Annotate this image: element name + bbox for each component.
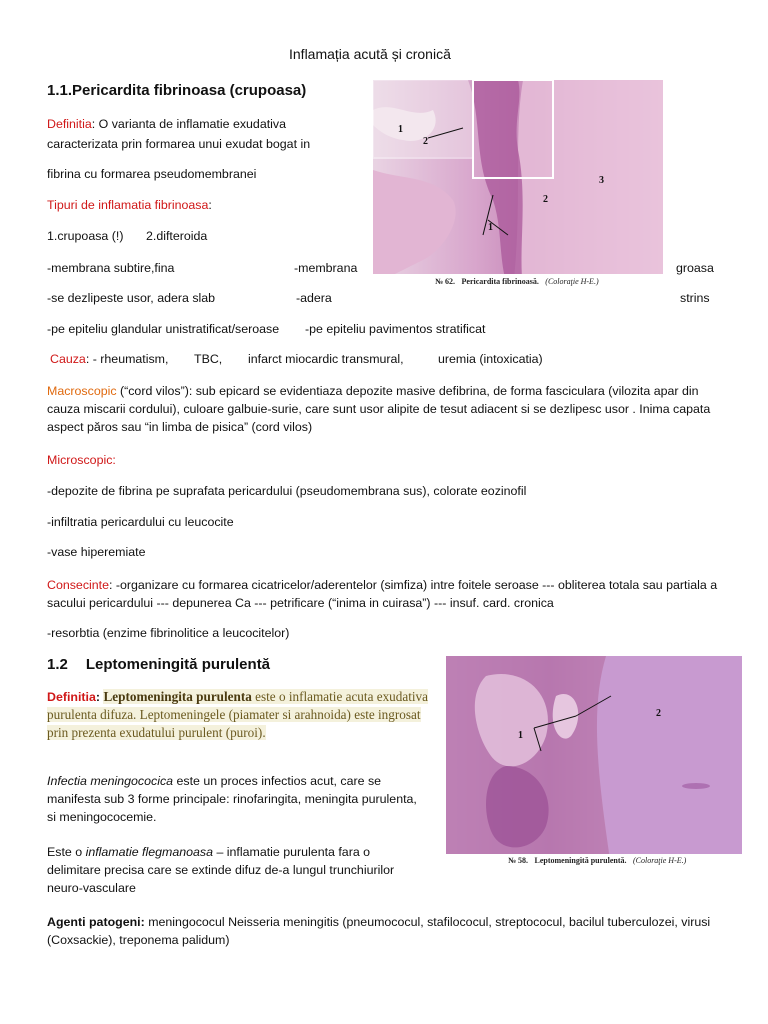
microscopic-label: Microscopic: xyxy=(47,453,116,467)
section-title: Leptomeningită purulentă xyxy=(85,656,271,673)
definition-colon: : xyxy=(95,690,101,704)
leptomeningitis-micrograph-svg xyxy=(446,656,742,866)
infection-paragraph xyxy=(47,772,422,826)
cause-item: infarct miocardic transmural, xyxy=(248,352,404,366)
caption-title: Pericardita fibrinoasă. xyxy=(461,277,539,286)
consequences-paragraph xyxy=(47,576,737,612)
definition-text: este o inflamatie acuta exudativa purulenta difuza. Leptomeningele (piamater si arahnoida) este ingrosat prin prezenta exudatului purulent (puroi). xyxy=(47,689,428,740)
figure-label: 2 xyxy=(423,136,428,147)
definition-line-2: caracterizata prin formarea unui exudat bogat in xyxy=(47,137,311,151)
compare-row-3-left: -pe epiteliu glandular unistratificat/seroase xyxy=(47,322,280,336)
section-heading-pericardita: 1.1.Pericardita fibrinoasa (crupoasa) xyxy=(47,82,307,99)
macroscopic-text: (“cord vilos”): sub epicard se evidentiaza depozite masive defibrina, de forma fasciculara (vilozita apar din cauza miscarii cordului), culoare galbuie-surie, care sunt usor alipite de tesut adiacent si se dezlipesc usor . Inima capata aspect păros sau “in limba de pisica” (cord vilos) xyxy=(47,384,711,434)
compare-row-1-mid: -membrana xyxy=(294,261,358,275)
myocardium-region xyxy=(513,80,663,288)
cause-line xyxy=(50,352,168,366)
pericarditis-micrograph-svg xyxy=(373,80,663,288)
microscopic-item: -depozite de fibrina pe suprafata pericardului (pseudomembrana sus), colorate eozinofil xyxy=(47,484,527,498)
resorption-line: -resorbtia (enzime fibrinolitice a leucocitelor) xyxy=(47,626,290,640)
infection-term: Infectia meningococica xyxy=(47,774,174,788)
compare-row-1-right: groasa xyxy=(676,261,714,275)
phlegmon-prefix: Este o xyxy=(47,845,86,859)
compare-row-1-left: -membrana subtire,fina xyxy=(47,261,175,275)
leptomeningitis-definition xyxy=(47,688,437,742)
definition-label: Definitia xyxy=(47,117,92,131)
figure-label: 3 xyxy=(599,175,604,186)
pericarditis-micrograph xyxy=(373,80,663,288)
microscopic-item: -infiltratia pericardului cu leucocite xyxy=(47,515,234,529)
compare-row-2-right: strins xyxy=(680,291,710,305)
caption-title: Leptomeningită purulentă. xyxy=(534,856,627,865)
type-1: 1.crupoasa (!) xyxy=(47,229,124,243)
agents-paragraph xyxy=(47,913,737,949)
cause-item: TBC, xyxy=(194,352,223,366)
phlegmon-text: – inflamatie purulenta fara o delimitare precisa care se extinde difuz de-a lungul trunchiurilor neuro-vasculare xyxy=(47,845,395,895)
phlegmon-term: inflamatie flegmanoasa xyxy=(85,845,213,859)
figure-label: 1 xyxy=(398,124,403,135)
document-title: Inflamația acută și cronică xyxy=(289,46,451,62)
section-heading-leptomeningita xyxy=(47,656,270,673)
phlegmon-paragraph xyxy=(47,843,422,897)
cause-item: uremia (intoxicatia) xyxy=(438,352,543,366)
infection-text: este un proces infectios acut, care se manifesta sub 3 forme principale: rinofaringita, meningita purulenta, si meningococemie. xyxy=(47,774,417,824)
figure-label: 1 xyxy=(488,222,493,233)
macroscopic-label: Macroscopic xyxy=(47,384,117,398)
consequences-label: Consecinte xyxy=(47,578,109,592)
compare-row-2-mid: -adera xyxy=(296,291,332,305)
figure-label: 2 xyxy=(543,194,548,205)
definition-line-3: fibrina cu formarea pseudomembranei xyxy=(47,167,257,181)
figure-label: 2 xyxy=(656,708,661,719)
types-heading xyxy=(47,198,212,212)
figure-label: 1 xyxy=(518,730,523,741)
brain-cortex-region xyxy=(597,656,742,866)
definition-term: Leptomeningita purulenta xyxy=(103,689,252,704)
definition-line xyxy=(47,117,286,131)
types-colon: : xyxy=(208,198,212,212)
types-label: Tipuri de inflamatia fibrinoasa xyxy=(47,198,209,212)
caption-stain: (Coloraţie H-E.) xyxy=(545,277,599,286)
leptomeningitis-micrograph xyxy=(446,656,742,866)
macroscopic-paragraph xyxy=(47,382,727,436)
cause-item: : - rheumatism, xyxy=(85,352,169,366)
cause-label: Cauza xyxy=(50,352,86,366)
microscopic-item: -vase hiperemiate xyxy=(47,545,146,559)
definition-label: Definitia xyxy=(47,690,96,704)
capillary xyxy=(682,783,710,789)
compare-row-3-right: -pe epiteliu pavimentos stratificat xyxy=(305,322,486,336)
consequences-text: : -organizare cu formarea cicatricelor/aderentelor (simfiza) intre foitele seroase --- obliterea totala sau partiala a sacului pericardului --- depunerea Ca --- petrificare (“inima in cuirasa”) --- insuf. card. cronica xyxy=(47,578,718,610)
caption-stain: (Coloraţie H-E.) xyxy=(632,856,687,865)
caption-number: № 62. xyxy=(435,277,456,286)
agents-label: Agenti patogeni: xyxy=(47,915,145,929)
caption-number: № 58. xyxy=(508,856,529,865)
agents-text: meningococul Neisseria meningitis (pneumococul, stafilococul, streptococul, bacilul tuberculozei, virusi (Coxsackie), treponema palidum) xyxy=(47,915,711,947)
definition-text: : O varianta de inflamatie exudativa xyxy=(91,117,286,131)
type-2: 2.difteroida xyxy=(146,229,208,243)
compare-row-2-left: -se dezlipeste usor, adera slab xyxy=(47,291,216,305)
section-number: 1.2 xyxy=(47,656,68,673)
